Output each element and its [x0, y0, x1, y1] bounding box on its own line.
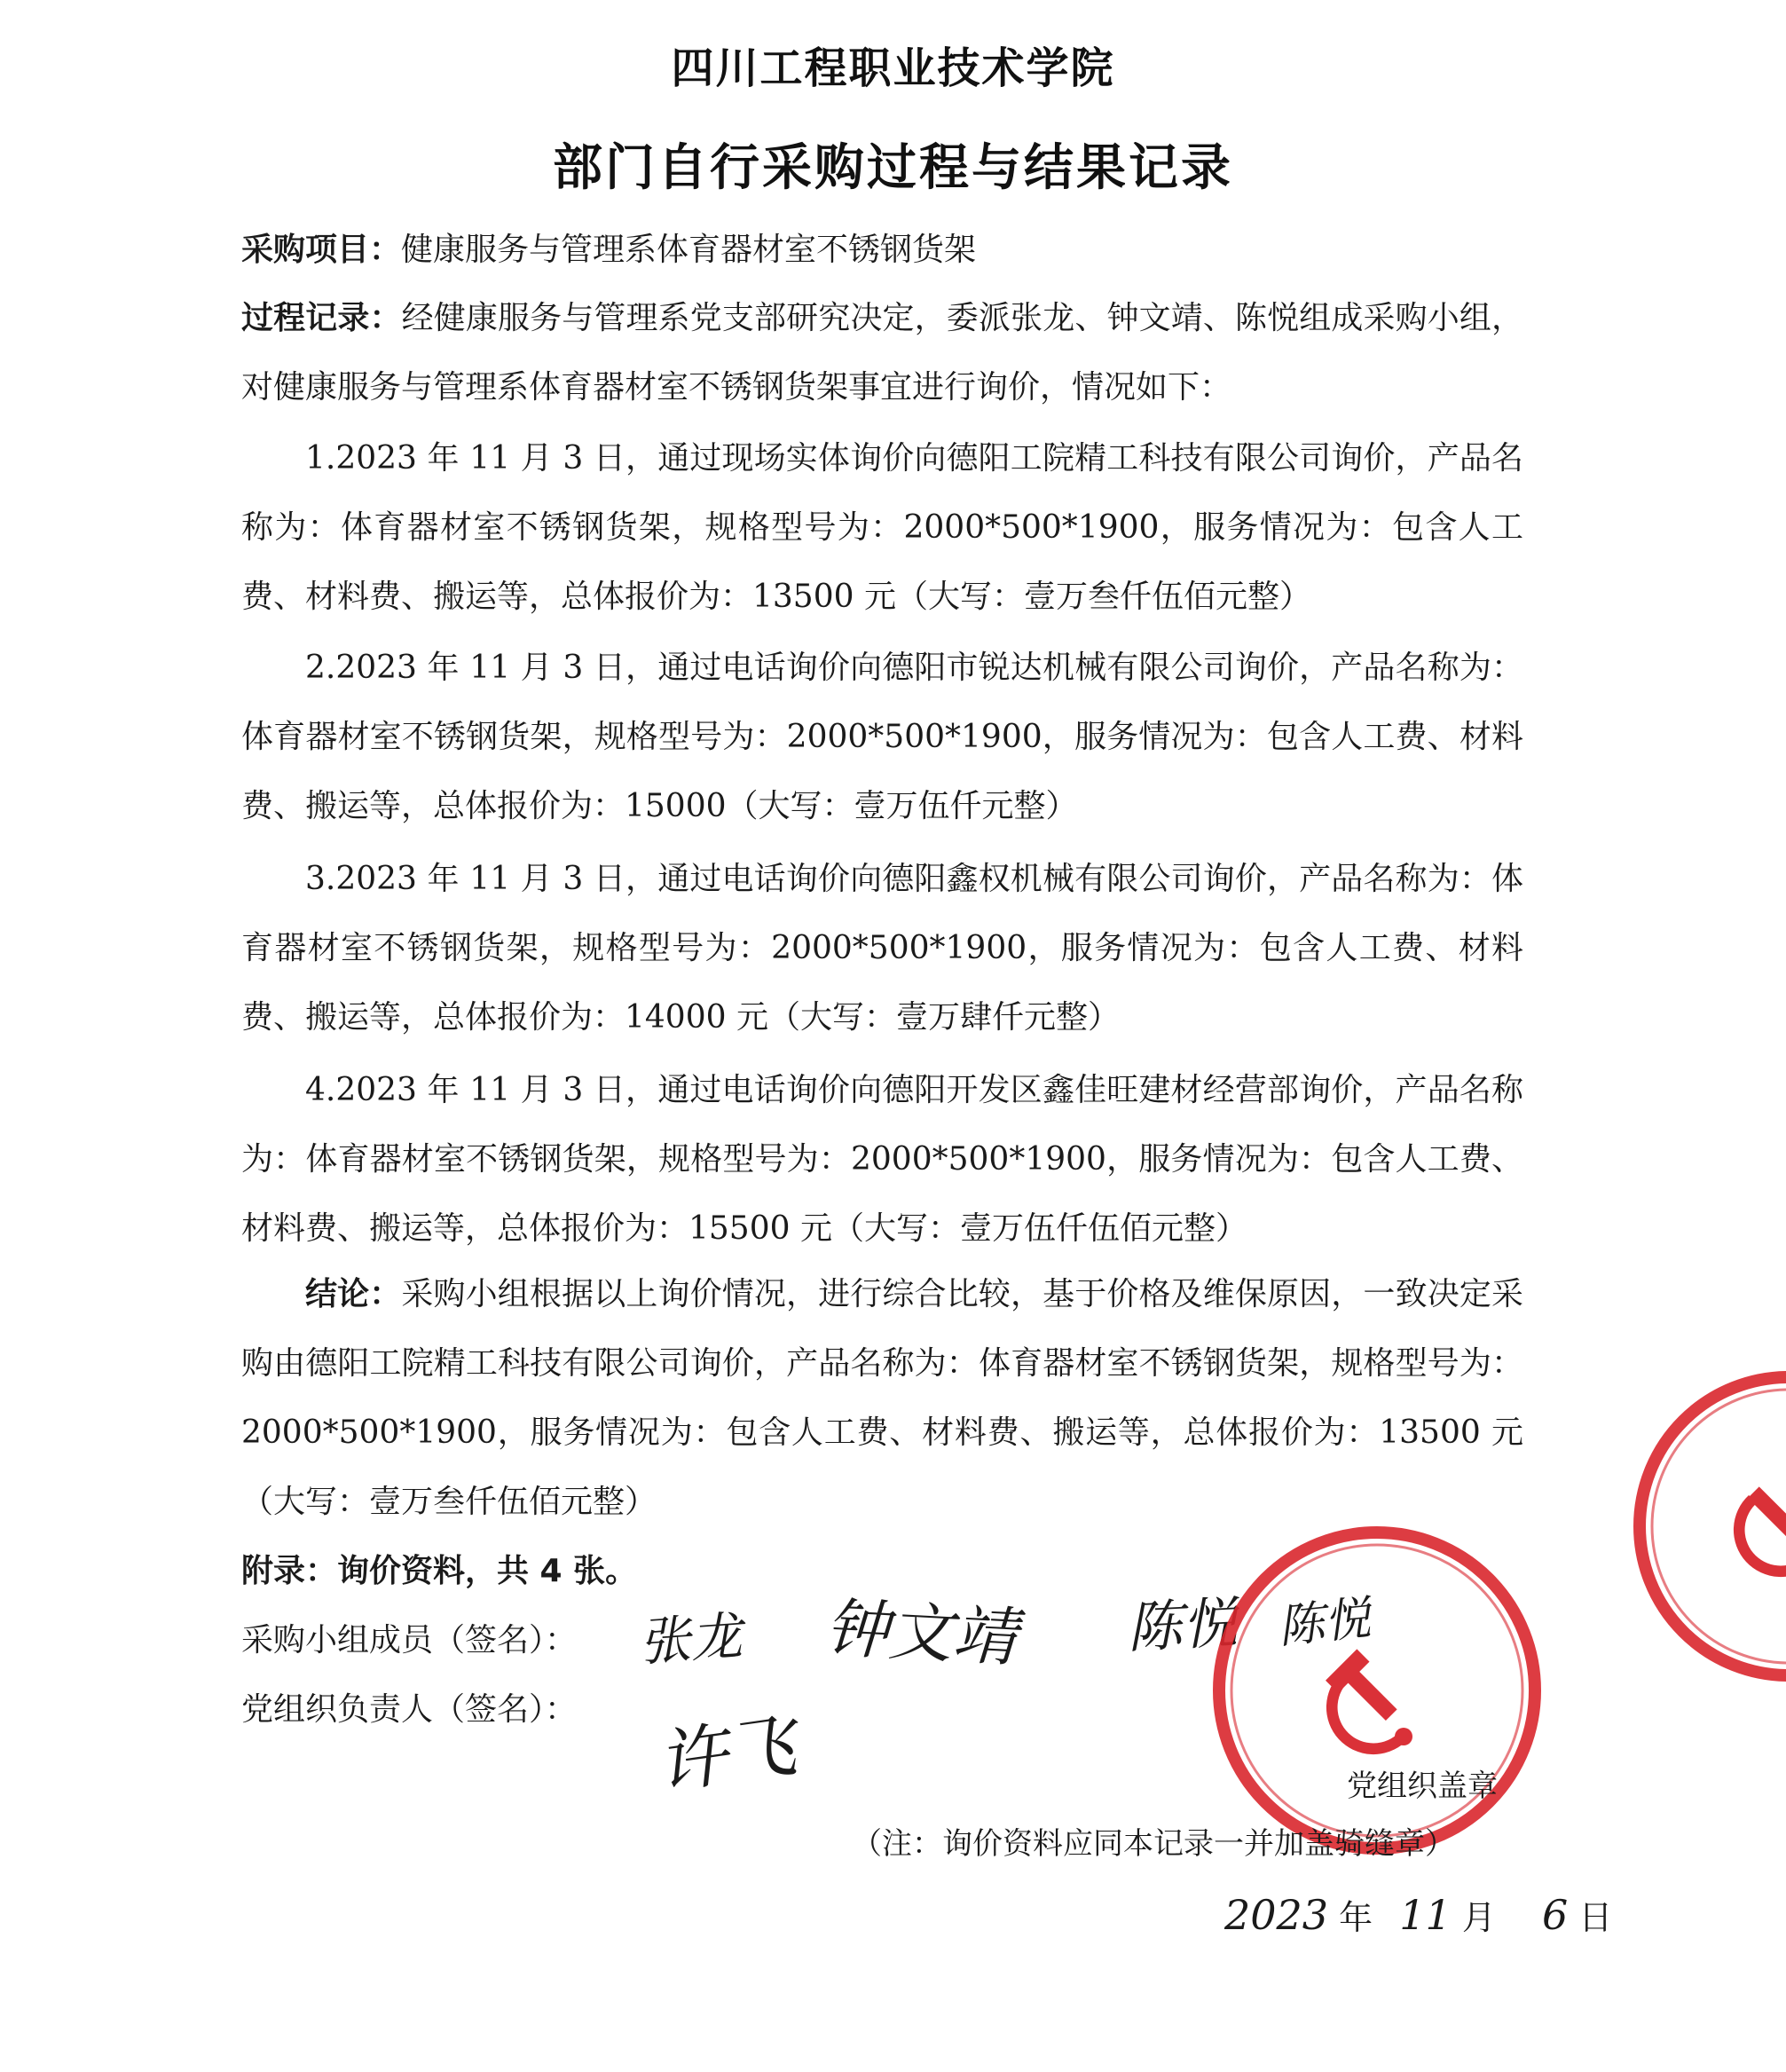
process-record — [241, 284, 1523, 422]
conclusion-label: 结论： — [305, 1276, 402, 1312]
party-seal-stamp — [1208, 1522, 1546, 1859]
document-title: 部门自行采购过程与结果记录 — [553, 139, 1233, 197]
party-signature-label: 党组织负责人（签名）： — [241, 1691, 578, 1728]
date-month: 11 — [1399, 1891, 1452, 1939]
inquiry-item-1: 1.2023 年 11 月 3 日，通过现场实体询价向德阳工院精工科技有限公司询价，产品名称为：体育器材室不锈钢货架，规格型号为：2000*500*1900，服务情况为：包含人工费、材料费、搬运等，总体报价为：13500 元（大写：壹万叁仟伍佰元整） — [241, 440, 1523, 615]
note: （注：询价资料应同本记录一并加盖骑缝章） — [852, 1826, 1455, 1862]
inquiry-item-3: 3.2023 年 11 月 3 日，通过电话询价向德阳鑫权机械有限公司询价，产品名称为：体育器材室不锈钢货架，规格型号为：2000*500*1900，服务情况为：包含人工费、材料费、搬运等，总体报价为：14000 元（大写：壹万肆仟元整） — [241, 861, 1523, 1036]
signature-party-leader: 许飞 — [652, 1706, 801, 1805]
signature-member-3: 陈悦 — [1125, 1589, 1239, 1661]
inquiry-item-4: 4.2023 年 11 月 3 日，通过电话询价向德阳开发区鑫佳旺建材经营部询价，产品名称为：体育器材室不锈钢货架，规格型号为：2000*500*1900，服务情况为：包含人工费、材料费、搬运等，总体报价为：15500 元（大写：壹万伍仟伍佰元整） — [241, 1072, 1523, 1247]
date-day: 6 — [1542, 1891, 1569, 1939]
date-line — [1224, 1890, 1612, 1939]
hammer-sickle-icon — [1734, 1486, 1786, 1577]
conclusion-value: 采购小组根据以上询价情况，进行综合比较，基于价格及维保原因，一致决定采购由德阳工院精工科技有限公司询价，产品名称为：体育器材室不锈钢货架，规格型号为：2000*500*1900，服务情况为：包含人工费、材料费、搬运等，总体报价为：13500 元（大写：壹万叁仟伍佰元整） — [241, 1276, 1523, 1520]
party-seal-stamp-edge — [1629, 1367, 1786, 1686]
signature-member-2: 钟文靖 — [822, 1590, 1019, 1675]
project-line — [241, 216, 1523, 285]
date-month-unit: 月 — [1461, 1898, 1496, 1937]
conclusion — [241, 1260, 1523, 1537]
stamp-caption: 党组织盖章 — [1347, 1769, 1498, 1804]
signature-member-1: 张龙 — [637, 1605, 744, 1673]
date-year: 2023 — [1224, 1891, 1329, 1939]
process-label: 过程记录： — [241, 300, 402, 336]
project-label: 采购项目： — [241, 232, 402, 268]
hammer-sickle-icon — [1326, 1649, 1412, 1754]
members-signature-label: 采购小组成员（签名）： — [241, 1622, 578, 1658]
members-signature-line — [241, 1606, 577, 1675]
date-year-unit: 年 — [1339, 1898, 1373, 1937]
project-value: 健康服务与管理系体育器材室不锈钢货架 — [401, 232, 977, 268]
appendix-text: 附录：询价资料，共 4 张。 — [241, 1553, 638, 1589]
institution-title: 四川工程职业技术学院 — [671, 43, 1115, 93]
inquiry-item-2: 2.2023 年 11 月 3 日，通过电话询价向德阳市锐达机械有限公司询价，产品名称为：体育器材室不锈钢货架，规格型号为：2000*500*1900，服务情况为：包含人工费、材料费、搬运等，总体报价为：15000（大写：壹万伍仟元整） — [241, 650, 1523, 824]
process-value: 经健康服务与管理系党支部研究决定，委派张龙、钟文靖、陈悦组成采购小组，对健康服务与管理系体育器材室不锈钢货架事宜进行询价，情况如下： — [241, 300, 1523, 406]
signature-member-4: 陈悦 — [1275, 1591, 1373, 1655]
party-signature-line — [241, 1675, 577, 1745]
date-day-unit: 日 — [1578, 1898, 1613, 1937]
